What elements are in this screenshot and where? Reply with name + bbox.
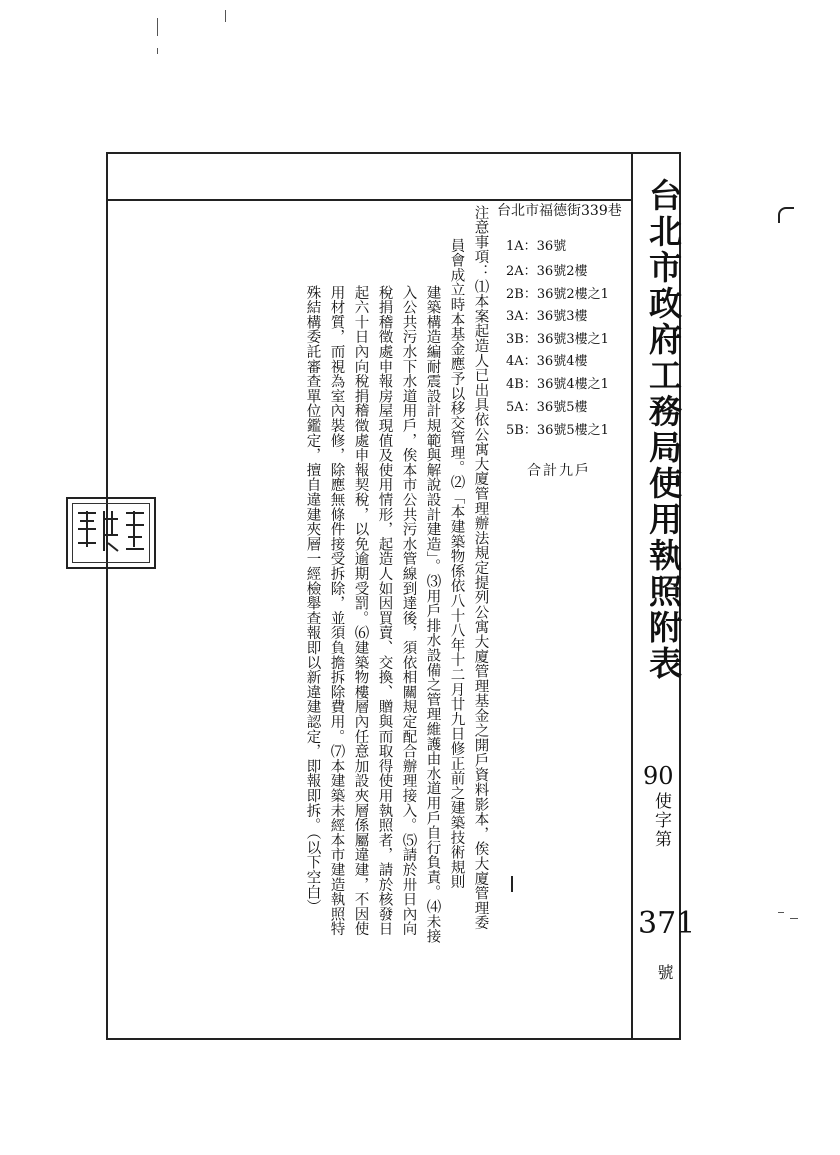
seal-mark-icon xyxy=(68,499,154,567)
hao-label: 號 xyxy=(655,964,674,980)
title-column-divider xyxy=(631,152,633,1040)
address: 台北市福德街339巷 xyxy=(497,203,622,219)
form-title: 台北市政府工務局使用執照附表 xyxy=(644,178,683,682)
scan-speck xyxy=(157,48,158,54)
notes-column: 員會成立時本基金應予以移交管理。⑵「本建築物係依八十八年十二月廿九日修正前之建築技術規則 xyxy=(448,238,465,890)
notes-column: 用材質，而視為室內裝修，除應無條件接受拆除，並須負擔拆除費用。⑺本建築未經本市建造執照特 xyxy=(328,285,345,937)
margin-tick xyxy=(511,876,513,892)
notes-column: 入公共污水下水道用戶，俟本市公共污水管線到達後，須依相關規定配合辦理接入。⑸請於卅日內向 xyxy=(400,285,417,937)
unit-item: 2A：36號2樓 xyxy=(506,264,588,279)
notes-column: 注意事項：⑴本案起造人已出具依公寓大廈管理辦法規定提列公寓大廈管理基金之開戶資料影本，俟大廈管理委 xyxy=(472,205,489,931)
margin-bracket xyxy=(778,207,794,223)
scan-speck xyxy=(790,918,798,919)
notes-column: 殊結構委託審查單位鑑定，擅自違建夾層一經檢舉查報即以新違建認定，即報即拆。（以下空白） xyxy=(304,285,321,915)
unit-total: 合計九戶 xyxy=(527,463,591,479)
serial-number: 90 xyxy=(643,762,674,790)
serial-chars: 使字第 xyxy=(651,792,671,849)
scan-speck xyxy=(157,18,158,36)
unit-item: 5B：36號5樓之1 xyxy=(506,423,609,438)
unit-item: 4A：36號4樓 xyxy=(506,354,588,369)
scan-speck xyxy=(225,10,226,22)
unit-item: 2B：36號2樓之1 xyxy=(506,287,609,302)
notes-column: 起六十日內向稅捐稽徵處申報契稅，以免逾期受罰。⑹建築物樓層內任意加設夾層係屬違建，不因使 xyxy=(352,285,369,937)
license-number: 371 xyxy=(638,906,696,941)
scan-speck xyxy=(778,912,784,913)
official-seal-stamp xyxy=(66,497,156,569)
unit-item: 1A：36號 xyxy=(506,239,567,254)
unit-item: 3A：36號3樓 xyxy=(506,309,588,324)
unit-item: 5A：36號5樓 xyxy=(506,400,588,415)
unit-item: 4B：36號4樓之1 xyxy=(506,377,609,392)
notes-column: 稅捐稽徵處申報房屋現值及使用情形，起造人如因買賣、交換、贈與而取得使用執照者，請於核發日 xyxy=(376,285,393,937)
notes-column: 建築構造編耐震設計規範與解說設計建造」。⑶用戶排水設備之管理維護由水道用戶自行負責。⑷未接 xyxy=(424,285,441,944)
unit-item: 3B：36號3樓之1 xyxy=(506,332,609,347)
